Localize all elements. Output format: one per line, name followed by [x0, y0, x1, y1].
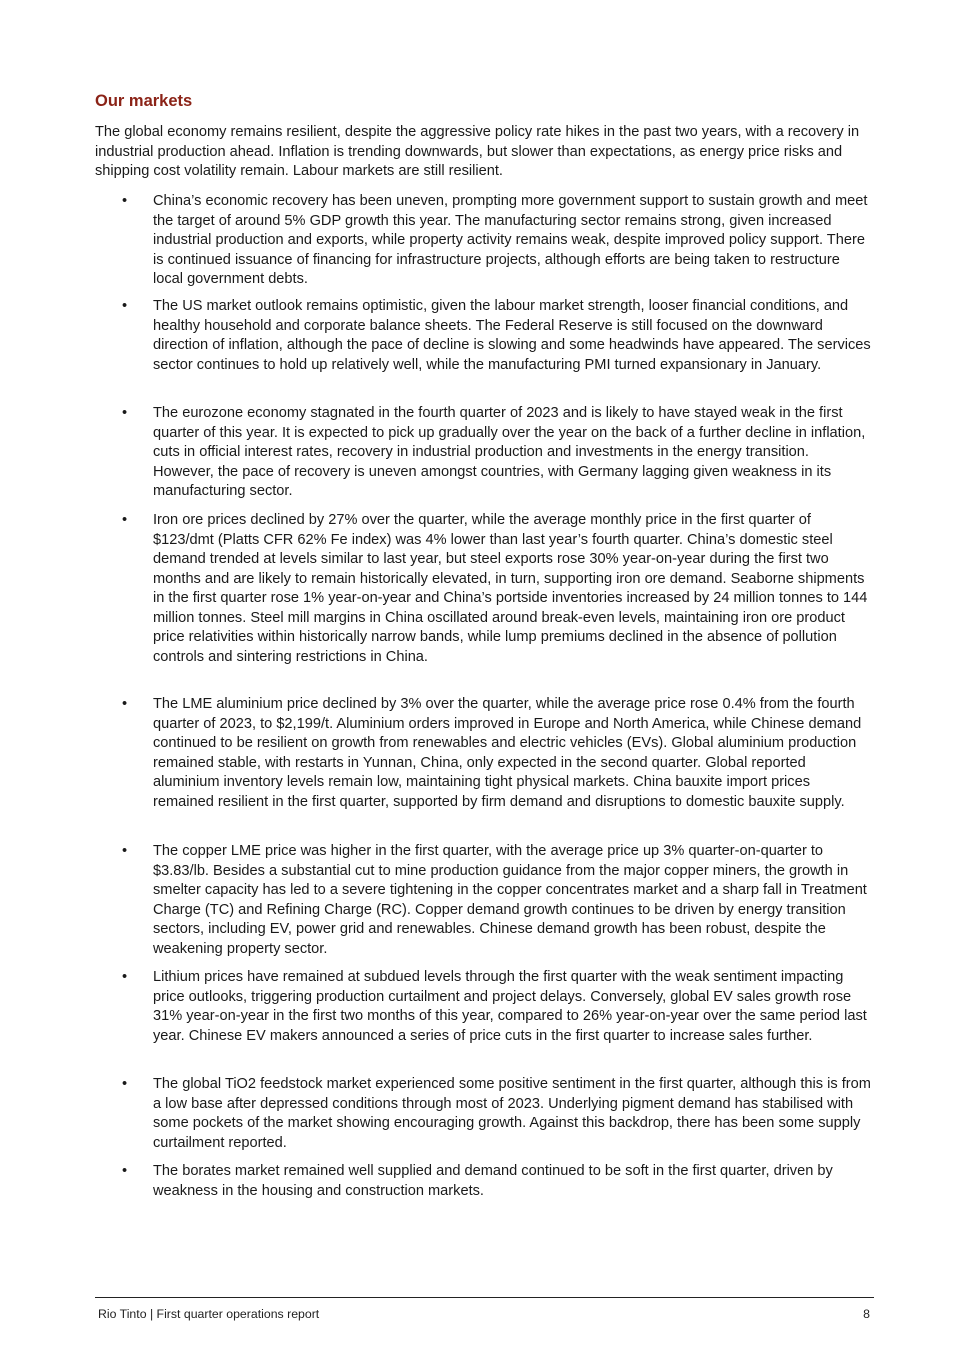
bullet-text: The global TiO2 feedstock market experienced some positive sentiment in the first quarter, although this is from a low base after depressed conditions through most of 2023. Underlying pigment demand has stabilised with some pockets of the market showing encouraging growth. Against this backdrop, there has been some supply curtailment reported.	[153, 1076, 871, 1151]
bullet-text: The US market outlook remains optimistic, given the labour market strength, looser financial conditions, and healthy household and corporate balance sheets. The Federal Reserve is still focused on the downward direction of inflation, although the pace of decline is slowing and some headwinds have appeared. The services sector continues to hold up relatively well, while the manufacturing PMI turned expansionary in January.	[153, 298, 871, 373]
footer-divider	[95, 1297, 874, 1298]
bullet-point: •	[122, 696, 128, 712]
bullet-point: •	[122, 1076, 128, 1092]
bullet-text: The LME aluminium price declined by 3% over the quarter, while the average price rose 0.4% from the fourth quarter of 2023, to $2,199/t. Aluminium orders improved in Europe and North America, while Chinese demand continued to be resilient on growth from renewables and electric vehicles (EVs). Global aluminium production remained stable, with restarts in Yunnan, China, only expected in the second quarter. Global reported aluminium inventory levels remain low, maintaining tight physical markets. China bauxite import prices remained resilient in the first quarter, supported by firm demand and disruptions to domestic bauxite supply.	[153, 696, 862, 810]
bullet-point: •	[122, 298, 128, 314]
footer-title: Rio Tinto | First quarter operations report	[98, 1307, 320, 1321]
bullet-point: •	[122, 1163, 128, 1179]
bullet-text: China’s economic recovery has been uneven, prompting more government support to sustain growth and meet the target of around 5% GDP growth this year. The manufacturing sector remains strong, given increased industrial production and exports, while property activity remains weak, despite improved policy support. There is continued issuance of financing for infrastructure projects, although efforts are being taken to restructure local government debts.	[153, 193, 868, 287]
bullet-point: •	[122, 512, 128, 528]
bullet-point: •	[122, 193, 128, 209]
bullet-text: Lithium prices have remained at subdued levels through the first quarter with the weak sentiment impacting price outlooks, triggering production curtailment and project delays. Conversely, global EV sales growth rose 31% year-on-year in the first two months of this year, compared to 26% year-on-year over the same period last year. Chinese EV makers announced a series of price cuts in the first quarter to increase sales further.	[153, 969, 867, 1044]
bullet-point: •	[122, 969, 128, 985]
bullet-text: Iron ore prices declined by 27% over the quarter, while the average monthly price in the first quarter of $123/dmt (Platts CFR 62% Fe index) was 4% lower than last year’s fourth quarter. China’s domestic steel demand trended at levels similar to last year, but steel exports rose 30% year-on-year during the first two months and are likely to remain historically elevated, in turn, supporting iron ore demand. Seaborne shipments in the first quarter rose 1% year-on-year and China’s portside inventories increased by 24 million tonnes to 144 million tonnes. Steel mill margins in China oscillated around break-even levels, maintaining iron ore product price relativities within historically narrow bands, while lump premiums declined in the absence of pollution controls and sintering restrictions in China.	[153, 512, 868, 665]
bullet-point: •	[122, 843, 128, 859]
bullet-text: The copper LME price was higher in the first quarter, with the average price up 3% quarter-on-quarter to $3.83/lb. Besides a substantial cut to mine production guidance from the major copper miners, the growth in smelter capacity has led to a severe tightening in the copper concentrates market and a sharp fall in Treatment Charge (TC) and Refining Charge (RC). Copper demand growth continues to be driven by energy transition sectors, including EV, power grid and renewables. Chinese demand growth has been robust, despite the weakening property sector.	[153, 843, 867, 957]
intro-paragraph: The global economy remains resilient, despite the aggressive policy rate hikes in the past two years, with a recovery in industrial production ahead. Inflation is trending downwards, but slower than expectations, as energy price risks and shipping cost volatility remain. Labour markets are still resilient.	[95, 124, 860, 179]
page-number: 8	[863, 1307, 870, 1321]
bullet-text: The borates market remained well supplied and demand continued to be soft in the first quarter, driven by weakness in the housing and construction markets.	[153, 1163, 833, 1199]
bullet-point: •	[122, 405, 128, 421]
section-heading: Our markets	[95, 92, 193, 110]
bullet-text: The eurozone economy stagnated in the fourth quarter of 2023 and is likely to have stayed weak in the first quarter of this year. It is expected to pick up gradually over the year on the back of a further decline in inflation, cuts in official interest rates, recovery in industrial production and investments in the energy transition. However, the pace of recovery is uneven amongst countries, with Germany lagging given weakness in its manufacturing sector.	[153, 405, 866, 499]
